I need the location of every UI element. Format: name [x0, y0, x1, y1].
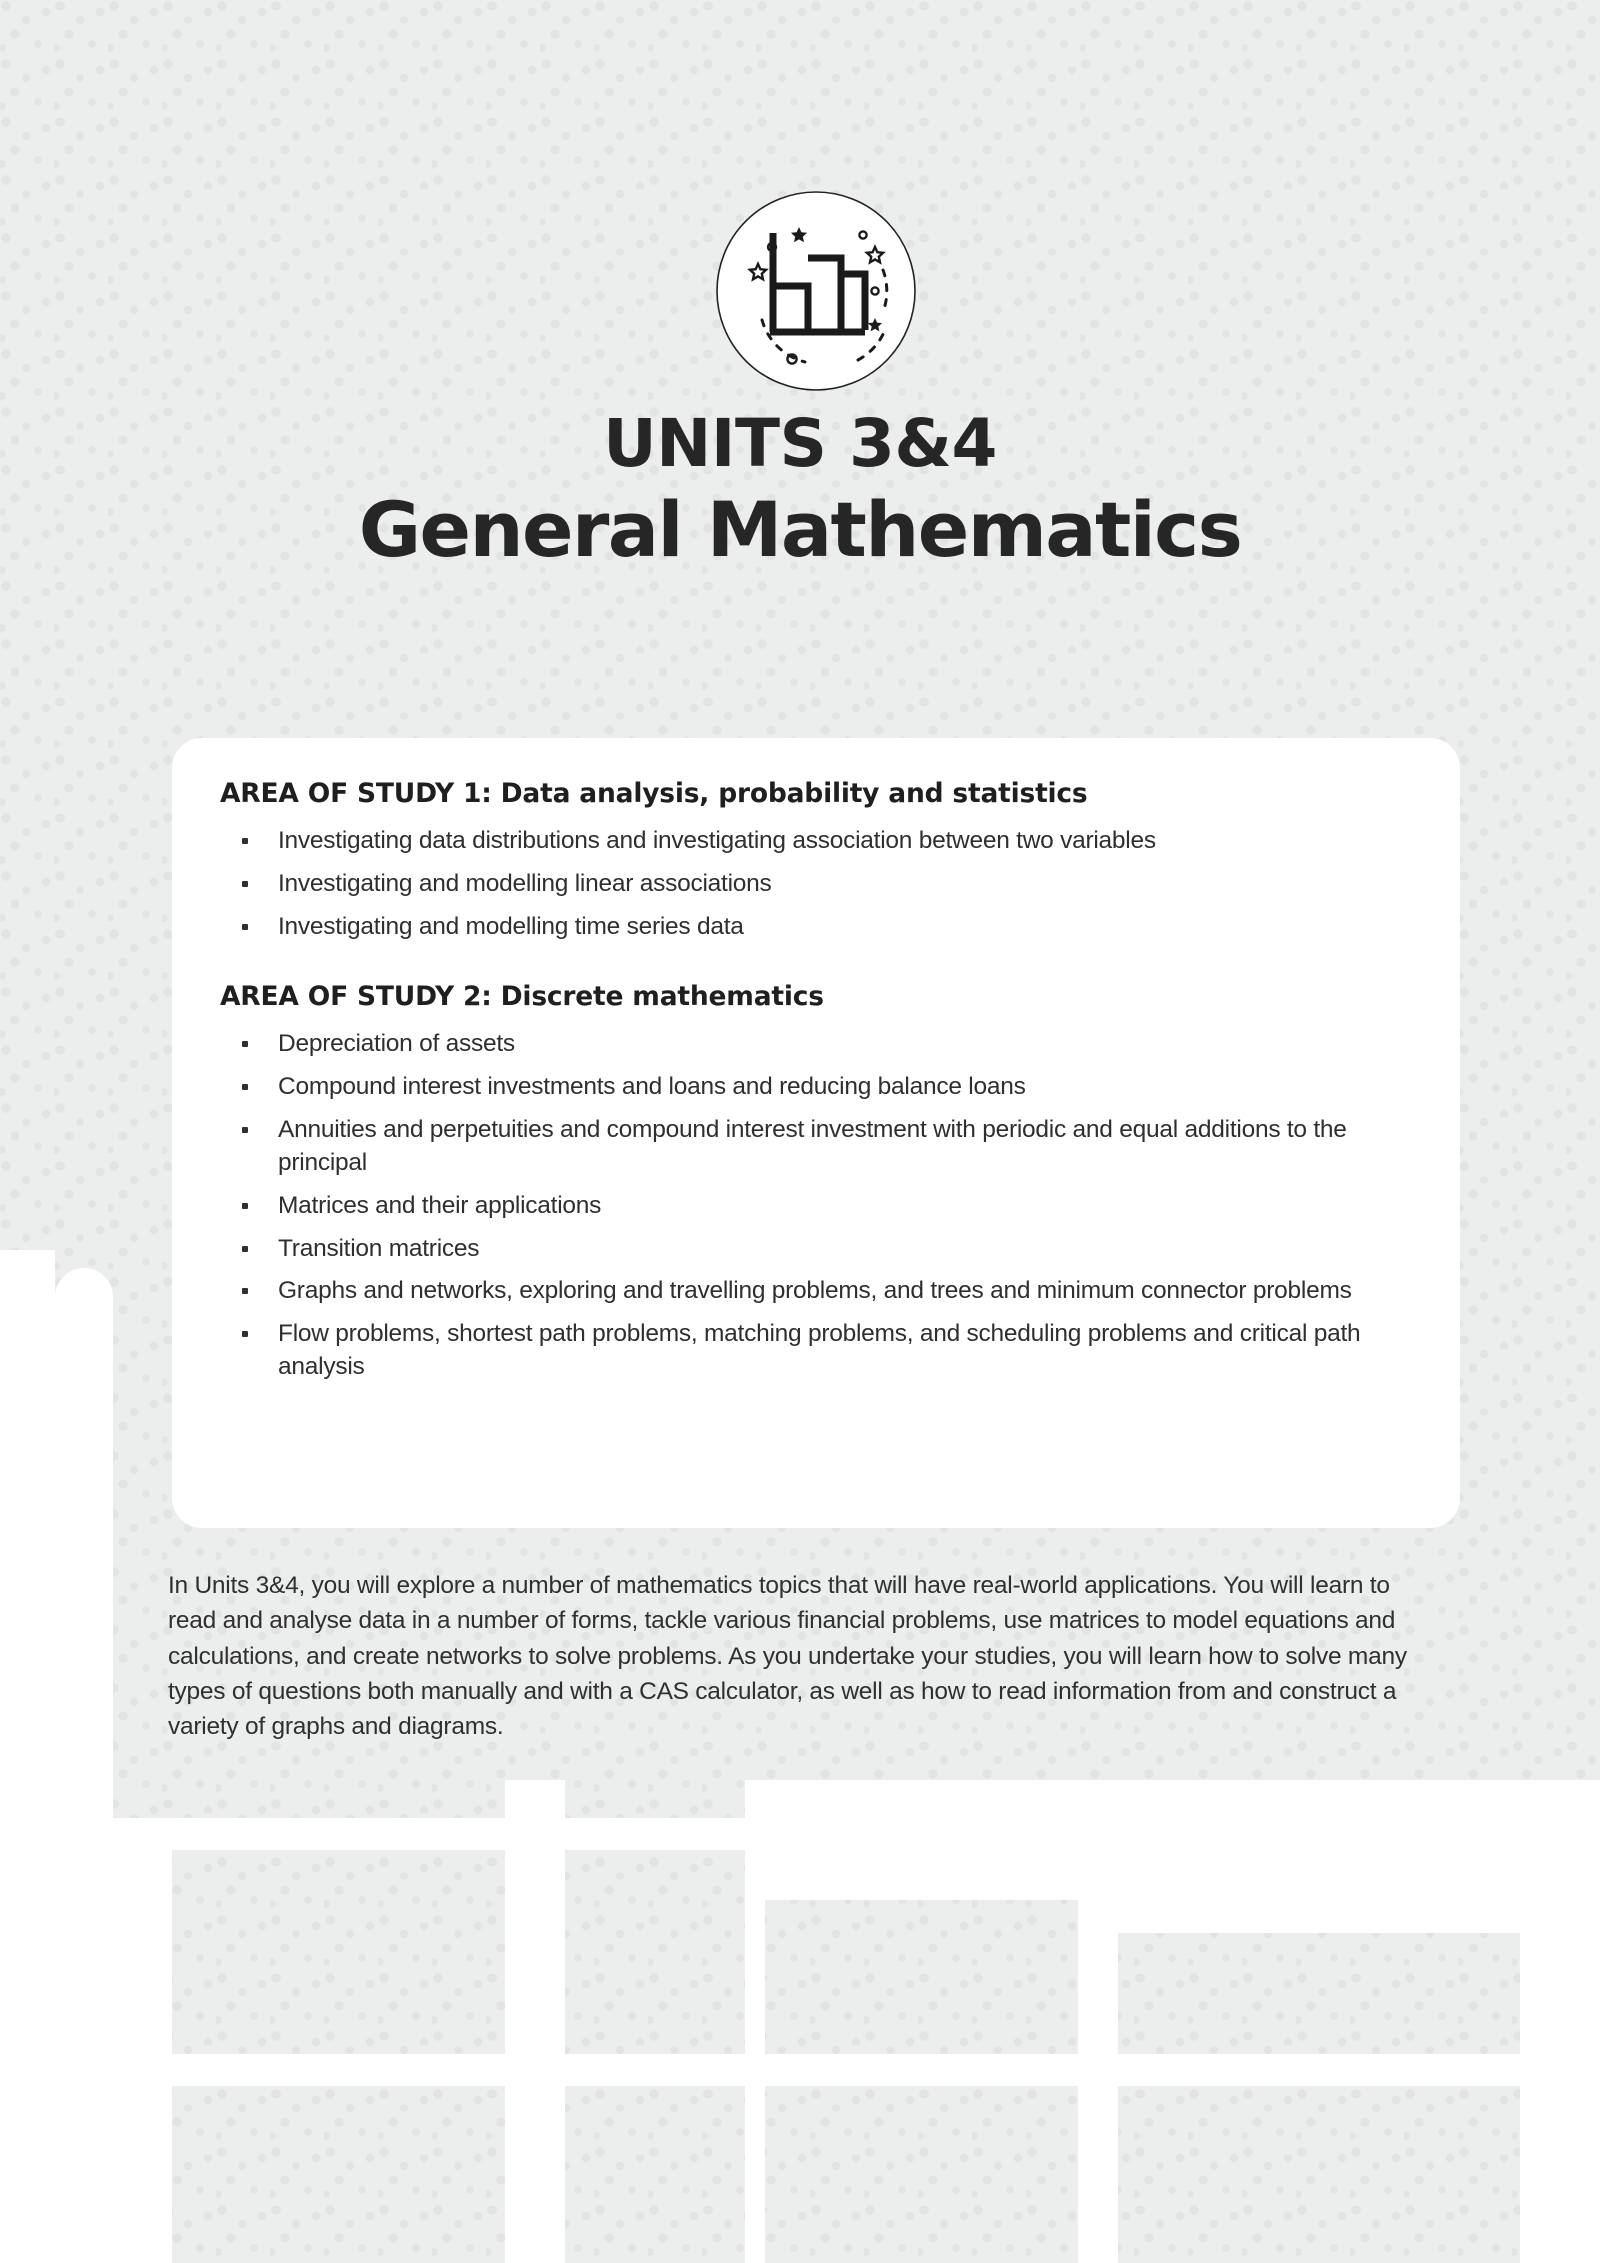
- list-item: [220, 868, 1414, 901]
- topic-text: Flow problems, shortest path problems, matching problems, and scheduling problems and critical path analysis: [278, 1320, 1361, 1381]
- list-item: [220, 1114, 1414, 1180]
- decorative-white-gap-b: [113, 2054, 1600, 2086]
- topic-text: Matrices and their applications: [278, 1191, 602, 1219]
- bullet-icon: [242, 1288, 248, 1294]
- area-of-study-2-topic-list: [220, 1028, 1414, 1383]
- bullet-icon: [242, 1084, 248, 1090]
- decorative-white-bar-vertical: [55, 1268, 113, 2263]
- area-of-study-2-heading: AREA OF STUDY 2: Discrete mathematics: [220, 981, 824, 1013]
- topic-text: Depreciation of assets: [278, 1030, 515, 1058]
- topic-text: Investigating data distributions and investigating association between two variables: [278, 827, 1156, 854]
- topic-text: Transition matrices: [278, 1234, 480, 1262]
- areas-of-study-card: [172, 738, 1460, 1528]
- page-title: General Mathematics: [358, 485, 1242, 575]
- bullet-icon: [242, 924, 248, 930]
- title-block: [0, 405, 1600, 575]
- list-item: [220, 1028, 1414, 1061]
- logo-badge: [715, 190, 917, 392]
- bullet-icon: [242, 1331, 248, 1337]
- bullet-icon: [242, 1203, 248, 1209]
- bullet-icon: [242, 881, 248, 887]
- topic-text: Annuities and perpetuities and compound interest investment with periodic and equal additions to the principal: [278, 1116, 1347, 1176]
- bullet-icon: [242, 1246, 248, 1252]
- decorative-white-column-a: [113, 1850, 172, 2263]
- closing-paragraph: In Units 3&4, you will explore a number of mathematics topics that will have real-world applications. You will learn to read and analyse data in a number of forms, tackle various financial problems, use matrices to model equations and calculations, and create networks to solve problems. As you undertake your studies, you will learn how to solve many types of questions both manually and with a CAS calculator, as well as how to read information from and construct a variety of graphs and diagrams.: [168, 1572, 1407, 1741]
- list-item: [220, 1190, 1414, 1223]
- decorative-white-column-e: [1520, 1880, 1600, 2263]
- list-item: [220, 1318, 1414, 1384]
- list-item: [220, 911, 1414, 944]
- list-item: [220, 1275, 1414, 1308]
- bullet-icon: [242, 1041, 248, 1047]
- decorative-white-block-left-margin: [0, 1250, 55, 2263]
- page-unit-label: UNITS 3&4: [603, 405, 997, 482]
- list-item: [220, 825, 1414, 858]
- decorative-white-column-b: [505, 1780, 565, 2263]
- area-of-study-1-heading: AREA OF STUDY 1: Data analysis, probability and statistics: [220, 778, 1088, 809]
- decorative-white-column-c: [745, 1780, 765, 2263]
- closing-description: [168, 1568, 1438, 1744]
- area-of-study-1-topic-list: [220, 825, 1414, 943]
- topic-text: Investigating and modelling time series data: [278, 912, 744, 940]
- decorative-white-column-d: [1078, 1880, 1118, 2263]
- list-item: [220, 1071, 1414, 1104]
- bullet-icon: [242, 838, 248, 844]
- list-item: [220, 1233, 1414, 1266]
- topic-text: Compound interest investments and loans and reducing balance loans: [278, 1073, 1026, 1101]
- topic-text: Graphs and networks, exploring and travelling problems, and trees and minimum connector problems: [278, 1277, 1352, 1305]
- bullet-icon: [242, 1127, 248, 1133]
- topic-text: Investigating and modelling linear associations: [278, 869, 772, 897]
